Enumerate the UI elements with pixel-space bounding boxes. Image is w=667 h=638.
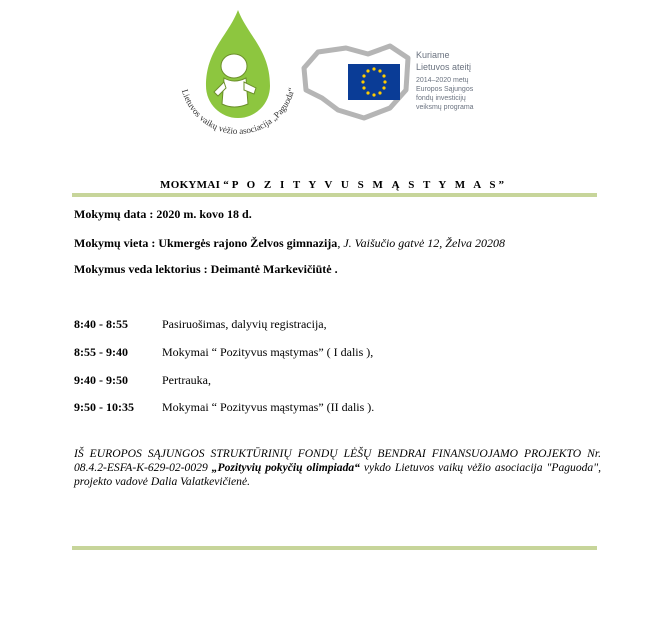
schedule-time: 9:40 - 9:50: [74, 373, 128, 387]
footer-part-1: IŠ EUROPOS SĄJUNGOS STRUKTŪRINIŲ FONDŲ LĖŠŲ BENDRAI FINANSUOJAMO PROJEKTO Nr.: [74, 447, 601, 460]
footer-project-no: 08.4.2-ESFA-K-629-02-0029: [74, 461, 208, 474]
date-label: Mokymų data :: [74, 207, 154, 221]
eu-line-2: Europos Sąjungos: [416, 86, 474, 93]
schedule-time: 8:55 - 9:40: [74, 345, 128, 359]
top-divider: [72, 193, 597, 197]
schedule-desc: Mokymai “ Pozityvus mąstymas” (II dalis ).: [162, 400, 375, 414]
eu-line-3: fondų investicijų: [416, 95, 466, 102]
eu-title-1: Kuriame: [416, 50, 450, 60]
title-prefix: MOKYMAI: [160, 179, 221, 191]
title-quoted: “P O Z I T Y V U S M Ą S T Y M A S”: [223, 179, 507, 191]
footer-part-2: vykdo Lietuvos vaikų vėžio asociacija "Paguoda", projekto vadovė Dalia Valatkevičienė.: [74, 461, 601, 488]
schedule-time: 8:40 - 8:55: [74, 317, 128, 331]
lector-row: [74, 262, 338, 276]
footer-project-name: „Pozityvių pokyčių olimpiada“: [207, 461, 360, 474]
paguoda-logo: [168, 6, 308, 146]
place-address: , J. Vaišučio gatvė 12, Želva 20208: [337, 236, 505, 250]
eu-title-2: Lietuvos ateitį: [416, 62, 472, 72]
eu-line-4: veiksmų programa: [416, 104, 474, 111]
schedule-desc: Mokymai “ Pozityvus mąstymas” ( I dalis ),: [162, 345, 374, 359]
lector-value: Deimantė Markevičiūtė .: [210, 262, 338, 276]
eu-line-1: 2014–2020 metų: [416, 77, 469, 84]
lector-label: Mokymus veda lektorius :: [74, 262, 208, 276]
funding-footer: [74, 447, 601, 489]
schedule-desc: Pasiruošimas, dalyvių registracija,: [162, 317, 327, 331]
place-row: [74, 236, 505, 250]
schedule-desc: Pertrauka,: [162, 373, 211, 387]
place-value: Ukmergės rajono Želvos gimnazija: [158, 236, 338, 250]
date-value: 2020 m. kovo 18 d.: [156, 207, 252, 221]
bottom-divider: [72, 546, 597, 550]
org-name-arc: Lietuvos vaikų vėžio asociacija „Paguoda“: [179, 86, 297, 137]
place-label: Mokymų vieta :: [74, 236, 156, 250]
schedule-time: 9:50 - 10:35: [74, 400, 134, 414]
date-row: [74, 207, 252, 221]
document-title: [0, 179, 667, 191]
